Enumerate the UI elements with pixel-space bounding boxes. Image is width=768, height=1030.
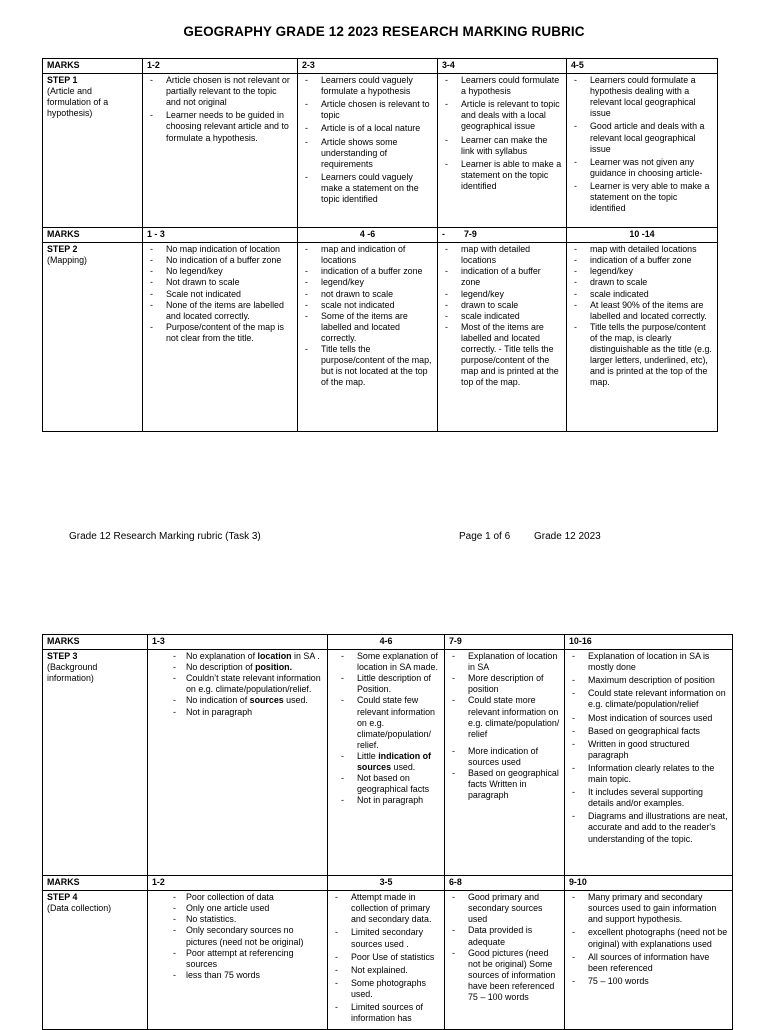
marks-range-header: 1-3 bbox=[148, 635, 328, 650]
criterion: - map and indication of locations bbox=[302, 244, 433, 266]
criterion: - Purpose/content of the map is not clear from the title. bbox=[147, 322, 293, 344]
criterion: - No legend/key bbox=[147, 266, 293, 277]
criterion-text: No explanation of bbox=[186, 651, 258, 662]
marks-range-header: 10-16 bbox=[565, 635, 733, 650]
marks-header: MARKS bbox=[43, 59, 143, 74]
criterion: - More indication of sources used bbox=[449, 746, 560, 768]
criterion-text: used. bbox=[283, 695, 308, 706]
criterion-emphasis: sources bbox=[249, 695, 284, 706]
criterion: - No map indication of location bbox=[147, 244, 293, 255]
marks-range-header bbox=[438, 228, 567, 243]
criterion: - Could state more relevant information on e.g. climate/population/ relief bbox=[449, 695, 560, 739]
criterion bbox=[170, 662, 323, 673]
criterion bbox=[338, 751, 440, 773]
step-name: STEP 3 bbox=[47, 651, 78, 662]
criterion: - scale indicated bbox=[442, 311, 562, 322]
criterion: - Could state few relevant information on e.g. climate/population/ relief. bbox=[338, 695, 440, 750]
criteria-cell bbox=[567, 74, 718, 228]
criterion: - At least 90% of the items are labelled and located correctly. bbox=[571, 300, 713, 322]
criteria-cell bbox=[298, 74, 438, 228]
criterion: - Learners could vaguely make a statement on the topic identified bbox=[302, 172, 433, 205]
marks-range-text: 7-9 bbox=[464, 229, 477, 240]
criterion: - Most of the items are labelled and located correctly. - Title tells the purpose/content of the map and is printed at the top of the map. bbox=[442, 322, 562, 389]
step4-label bbox=[43, 891, 148, 1030]
criteria-cell bbox=[143, 74, 298, 228]
criterion: - All sources of information have been referenced bbox=[569, 952, 728, 974]
criterion: - Poor collection of data bbox=[170, 892, 323, 903]
criteria-cell bbox=[565, 891, 733, 1030]
criterion: - Good article and deals with a relevant local geographical issue bbox=[571, 121, 713, 154]
dash-mark: - bbox=[442, 229, 445, 240]
criterion: - Learner is able to make a statement on the topic identified bbox=[442, 159, 562, 192]
criterion: - drawn to scale bbox=[571, 277, 713, 288]
step1-label bbox=[43, 74, 143, 228]
criterion: - Attempt made in collection of primary and secondary data. bbox=[332, 892, 440, 925]
criterion: - Good primary and secondary sources used bbox=[449, 892, 560, 925]
criterion bbox=[170, 695, 323, 706]
criterion: - scale not indicated bbox=[302, 300, 433, 311]
criteria-cell bbox=[565, 650, 733, 876]
criterion: - Explanation of location in SA bbox=[449, 651, 560, 673]
criterion: - Explanation of location in SA is mostly done bbox=[569, 651, 728, 673]
criterion-emphasis: indication of sources bbox=[357, 750, 431, 773]
step-name: STEP 1 bbox=[47, 75, 78, 86]
step2-label bbox=[43, 243, 143, 432]
marks-header: MARKS bbox=[43, 635, 148, 650]
marks-range-header: 6-8 bbox=[445, 876, 565, 891]
criterion: - Not in paragraph bbox=[170, 707, 323, 718]
criteria-cell bbox=[298, 243, 438, 432]
criteria-cell bbox=[148, 891, 328, 1030]
criterion: - Couldn’t state relevant information on e.g. climate/population/relief. bbox=[170, 673, 323, 695]
footer-right: Grade 12 2023 bbox=[534, 531, 601, 542]
criterion: - legend/key bbox=[302, 277, 433, 288]
criterion: - Learner is very able to make a statement on the topic identified bbox=[571, 181, 713, 214]
criterion: - It includes several supporting details and/or examples. bbox=[569, 787, 728, 809]
criterion: - Learner needs to be guided in choosing relevant article and to formulate a hypothesis. bbox=[147, 110, 293, 143]
criterion: - Data provided is adequate bbox=[449, 925, 560, 947]
criterion: - Poor attempt at referencing sources bbox=[170, 948, 323, 970]
criteria-cell bbox=[148, 650, 328, 876]
criterion: - Poor Use of statistics bbox=[332, 952, 440, 963]
criterion: - Some photographs used. bbox=[332, 978, 440, 1000]
footer-left: Grade 12 Research Marking rubric (Task 3) bbox=[69, 531, 261, 542]
criterion: - Learners could vaguely formulate a hypothesis bbox=[302, 75, 433, 97]
criterion: - Article shows some understanding of requirements bbox=[302, 137, 433, 170]
rubric-table-2 bbox=[42, 634, 733, 1030]
marks-range-header: 10 -14 bbox=[567, 228, 718, 243]
marks-range-header: 2-3 bbox=[298, 59, 438, 74]
criteria-cell bbox=[328, 891, 445, 1030]
step-description: (Mapping) bbox=[47, 255, 87, 266]
criteria-cell bbox=[143, 243, 298, 432]
criterion: - Information clearly relates to the main topic. bbox=[569, 763, 728, 785]
step-description: (Data collection) bbox=[47, 903, 112, 914]
header-row-step3 bbox=[43, 635, 733, 650]
criterion: - Could state relevant information on e.g. climate/population/relief bbox=[569, 688, 728, 710]
criteria-cell bbox=[328, 650, 445, 876]
criterion: - Some of the items are labelled and located correctly. bbox=[302, 311, 433, 344]
marks-range-header: 7-9 bbox=[445, 635, 565, 650]
criterion: - Maximum description of position bbox=[569, 675, 728, 686]
criterion: - Only secondary sources no pictures (need not be original) bbox=[170, 925, 323, 947]
footer-page-number: Page 1 of 6 bbox=[459, 531, 511, 542]
criteria-cell bbox=[445, 891, 565, 1030]
criterion: - Only one article used bbox=[170, 903, 323, 914]
step-name: STEP 2 bbox=[47, 244, 78, 255]
criterion: - Many primary and secondary sources used to gain information and support hypothesis. bbox=[569, 892, 728, 925]
step4-row bbox=[43, 891, 733, 1030]
criterion: - map with detailed locations bbox=[442, 244, 562, 266]
header-row-step1 bbox=[43, 59, 718, 74]
step1-row bbox=[43, 74, 718, 228]
criteria-cell bbox=[438, 74, 567, 228]
criterion-text: Little bbox=[357, 750, 379, 761]
criterion: - No indication of a buffer zone bbox=[147, 255, 293, 266]
criterion: - Not drawn to scale bbox=[147, 277, 293, 288]
criterion: - legend/key bbox=[571, 266, 713, 277]
criteria-cell bbox=[438, 243, 567, 432]
rubric-table-1 bbox=[42, 58, 718, 432]
criterion: - less than 75 words bbox=[170, 970, 323, 981]
marks-range-header: 3-4 bbox=[438, 59, 567, 74]
marks-header: MARKS bbox=[43, 228, 143, 243]
criteria-cell bbox=[445, 650, 565, 876]
criterion: - Little description of Position. bbox=[338, 673, 440, 695]
criterion: - indication of a buffer zone bbox=[571, 255, 713, 266]
marks-range-header: 4 -6 bbox=[298, 228, 438, 243]
marks-header: MARKS bbox=[43, 876, 148, 891]
criterion: - Written in good structured paragraph bbox=[569, 739, 728, 761]
criterion: - Some explanation of location in SA made. bbox=[338, 651, 440, 673]
criterion: - Learner can make the link with syllabus bbox=[442, 135, 562, 157]
criterion: - Diagrams and illustrations are neat, accurate and add to the reader's understanding of the topic. bbox=[569, 811, 728, 844]
criterion: - scale indicated bbox=[571, 289, 713, 300]
criterion-text: used. bbox=[391, 762, 416, 773]
criterion: - Article chosen is not relevant or partially relevant to the topic and not original bbox=[147, 75, 293, 108]
criterion: - indication of a buffer zone bbox=[302, 266, 433, 277]
step3-row bbox=[43, 650, 733, 876]
criterion: - Scale not indicated bbox=[147, 289, 293, 300]
criterion: - Limited sources of information has bbox=[332, 1002, 440, 1024]
criterion: - Learner was not given any guidance in choosing article- bbox=[571, 157, 713, 179]
criteria-cell bbox=[567, 243, 718, 432]
criterion: - legend/key bbox=[442, 289, 562, 300]
step-description: (Background information) bbox=[47, 662, 98, 684]
criterion: - map with detailed locations bbox=[571, 244, 713, 255]
step2-row bbox=[43, 243, 718, 432]
header-row-step2 bbox=[43, 228, 718, 243]
step-name: STEP 4 bbox=[47, 892, 78, 903]
criterion: - Article is of a local nature bbox=[302, 123, 433, 134]
step-description: (Article and formulation of a hypothesis) bbox=[47, 86, 109, 119]
criterion: - Title tells the purpose/content of the map, but is not located at the top of the map. bbox=[302, 344, 433, 388]
criterion: - Learners could formulate a hypothesis dealing with a relevant local geographical issue bbox=[571, 75, 713, 119]
criterion: - Not based on geographical facts bbox=[338, 773, 440, 795]
marks-range-header: 1-2 bbox=[143, 59, 298, 74]
marks-range-header: 1 - 3 bbox=[143, 228, 298, 243]
criterion: - None of the items are labelled and located correctly. bbox=[147, 300, 293, 322]
criterion: - Learners could formulate a hypothesis bbox=[442, 75, 562, 97]
criterion: - No statistics. bbox=[170, 914, 323, 925]
criterion: - Article is relevant to topic and deals with a local geographical issue bbox=[442, 99, 562, 132]
criterion: - Good pictures (need not be original) Some sources of information have been referenced 75 – 100 words bbox=[449, 948, 560, 1003]
marks-range-header: 3-5 bbox=[328, 876, 445, 891]
criterion: - Based on geographical facts Written in paragraph bbox=[449, 768, 560, 801]
marks-range-header: 1-2 bbox=[148, 876, 328, 891]
marks-range-header: 9-10 bbox=[565, 876, 733, 891]
criterion bbox=[170, 651, 323, 662]
step3-label bbox=[43, 650, 148, 876]
page-title: GEOGRAPHY GRADE 12 2023 RESEARCH MARKING RUBRIC bbox=[183, 24, 585, 39]
criterion: - not drawn to scale bbox=[302, 289, 433, 300]
criterion: - Limited secondary sources used . bbox=[332, 927, 440, 949]
marks-range-header: 4-6 bbox=[328, 635, 445, 650]
criterion-text: No indication of bbox=[186, 695, 250, 706]
criterion-emphasis: position. bbox=[255, 662, 293, 673]
criterion: - Article chosen is relevant to topic bbox=[302, 99, 433, 121]
marks-range-header: 4-5 bbox=[567, 59, 718, 74]
criterion-text: in SA . bbox=[291, 651, 320, 662]
criterion: - indication of a buffer zone bbox=[442, 266, 562, 288]
criterion: - More description of position bbox=[449, 673, 560, 695]
criterion-text: No description of bbox=[186, 662, 256, 673]
criterion: - Title tells the purpose/content of the map, is clearly distinguishable as the title (e.g. larger letters, underlined, etc), and is printed at the top of the map. bbox=[571, 322, 713, 389]
criterion: - Not explained. bbox=[332, 965, 440, 976]
criterion-emphasis: location bbox=[257, 651, 292, 662]
criterion: - Not in paragraph bbox=[338, 795, 440, 806]
header-row-step4 bbox=[43, 876, 733, 891]
criterion: - Based on geographical facts bbox=[569, 726, 728, 737]
criterion: - 75 – 100 words bbox=[569, 976, 728, 987]
criterion: - excellent photographs (need not be original) with explanations used bbox=[569, 927, 728, 949]
criterion: - drawn to scale bbox=[442, 300, 562, 311]
criterion: - Most indication of sources used bbox=[569, 713, 728, 724]
